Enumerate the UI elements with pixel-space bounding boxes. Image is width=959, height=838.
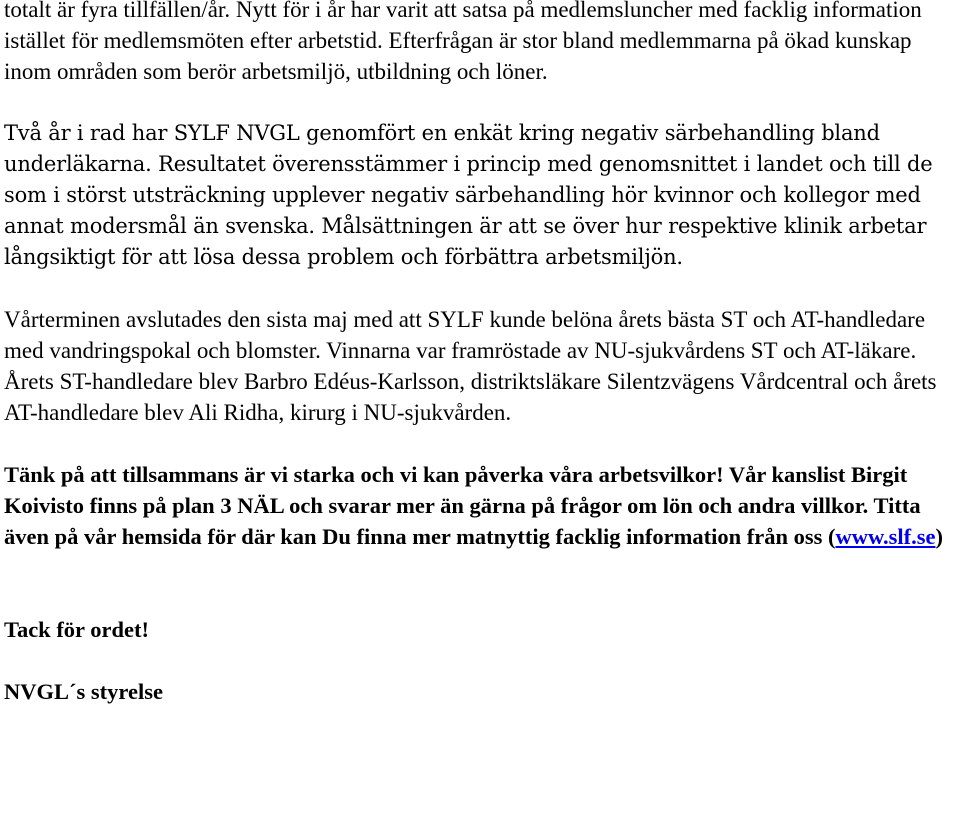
paragraph-contact (4, 459, 956, 552)
paragraph-gap (4, 645, 956, 676)
document-page (4, 0, 956, 707)
paragraph-awards-text: Vårterminen avslutades den sista maj med att SYLF kunde belöna årets bästa ST och AT-handledare med vandringspokal och blomster. Vinnarna var framröstade av NU-sjukvårdens ST och AT-läkare. Årets ST-handledare blev Barbro Edéus-Karlsson, distriktsläkare Silentzvägens Vårdcentral och årets AT-handledare blev Ali Ridha, kirurg i NU-sjukvården. (4, 307, 937, 425)
closing-line (4, 614, 956, 645)
paragraph-gap (4, 552, 956, 614)
signature-line (4, 676, 956, 707)
signature-text: NVGL´s styrelse (4, 679, 163, 704)
paragraph-survey-result: Resultatet överensstämmer i princip med genomsnittet i landet och till de som i störst utsträckning upplever negativ särbehandling hör kvinnor och kollegor med annat modersmål än svenska. Målsättningen är att se över hur respektive klinik arbetar långsiktigt för att lösa dessa problem och förbättra arbetsmiljön. (4, 152, 933, 269)
paragraph-contact-text: Tänk på att tillsammans är vi starka och vi kan påverka våra arbetsvilkor! Vår kanslist Birgit Koivisto finns på plan 3 NÄL och svarar mer än gärna på frågor om lön och andra villkor. Titta även på vår hemsida för där kan Du finna mer matnyttig facklig information från oss ( (4, 462, 921, 549)
paragraph-survey-intro: Två år i rad har SYLF NVGL genomfört en enkät kring negativ särbehandling bland underläkarna. (4, 121, 880, 176)
paragraph-lunches (4, 0, 956, 87)
paragraph-awards (4, 304, 956, 428)
paragraph-contact-end: ) (935, 524, 943, 549)
closing-text: Tack för ordet! (4, 617, 149, 642)
paragraph-gap (4, 87, 956, 118)
paragraph-survey (4, 118, 956, 273)
paragraph-gap (4, 428, 956, 459)
paragraph-lunches-text: totalt är fyra tillfällen/år. Nytt för i år har varit att satsa på medlemsluncher med facklig information istället för medlemsmöten efter arbetstid. Efterfrågan är stor bland medlemmarna på ökad kunskap inom områden som berör arbetsmiljö, utbildning och löner. (4, 0, 922, 84)
paragraph-gap (4, 273, 956, 304)
website-link[interactable]: www.slf.se (835, 524, 936, 549)
